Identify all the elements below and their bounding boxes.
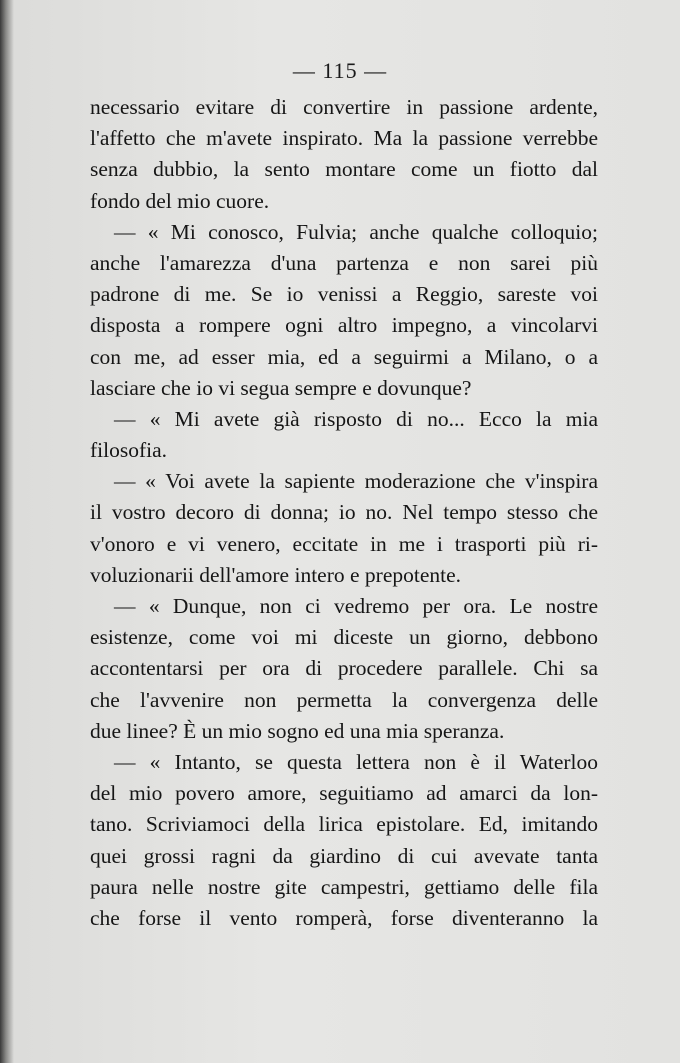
- text-line: esistenze, come voi mi diceste un giorno, debbono: [90, 625, 598, 650]
- text-line: del mio povero amore, seguitiamo ad amarci da lon-: [90, 781, 598, 806]
- text-line: filosofia.: [90, 438, 168, 463]
- text-line: quei grossi ragni da giardino di cui avevate tanta: [90, 843, 598, 868]
- text-line: disposta a rompere ogni altro impegno, a vincolarvi: [90, 313, 598, 338]
- text-line: l'affetto che m'avete inspirato. Ma la passione verrebbe: [90, 126, 598, 151]
- page-number: — 115 —: [292, 58, 388, 83]
- text-line: il vostro decoro di donna; io no. Nel tempo stesso che: [90, 500, 598, 525]
- text-line: voluzionarii dell'amore intero e prepotente.: [90, 562, 462, 587]
- text-line: tano. Scriviamoci della lirica epistolare. Ed, imitando: [90, 812, 598, 837]
- text-line: che forse il vento romperà, forse diventeranno la: [90, 905, 598, 930]
- text-line: — « Intanto, se questa lettera non è il Waterloo: [114, 749, 598, 774]
- text-line: v'onoro e vi venero, eccitate in me i trasporti più ri-: [90, 531, 598, 556]
- text-line: che l'avvenire non permetta la convergenza delle: [90, 687, 598, 712]
- text-line: padrone di me. Se io venissi a Reggio, sareste voi: [90, 282, 598, 307]
- text-line: due linee? È un mio sogno ed una mia speranza.: [90, 718, 505, 743]
- text-line: — « Voi avete la sapiente moderazione che v'inspira: [114, 469, 598, 494]
- text-line: — « Mi conosco, Fulvia; anche qualche colloquio;: [114, 219, 598, 244]
- text-line: accontentarsi per ora di procedere parallele. Chi sa: [90, 656, 598, 681]
- text-line: senza dubbio, la sento montare come un fiotto dal: [90, 157, 598, 182]
- text-line: paura nelle nostre gite campestri, gettiamo delle fila: [90, 874, 598, 899]
- text-line: lasciare che io vi segua sempre e dovunque?: [90, 375, 472, 400]
- body-text: [90, 92, 598, 934]
- text-line: con me, ad esser mia, ed a seguirmi a Milano, o a: [90, 344, 598, 369]
- text-line: necessario evitare di convertire in passione ardente,: [90, 95, 598, 119]
- text-line: — « Mi avete già risposto di no... Ecco la mia: [114, 406, 598, 431]
- text-line: — « Dunque, non ci vedremo per ora. Le nostre: [114, 594, 598, 618]
- text-line: anche l'amarezza d'una partenza e non sarei più: [90, 250, 598, 275]
- text-line: fondo del mio cuore.: [90, 188, 270, 213]
